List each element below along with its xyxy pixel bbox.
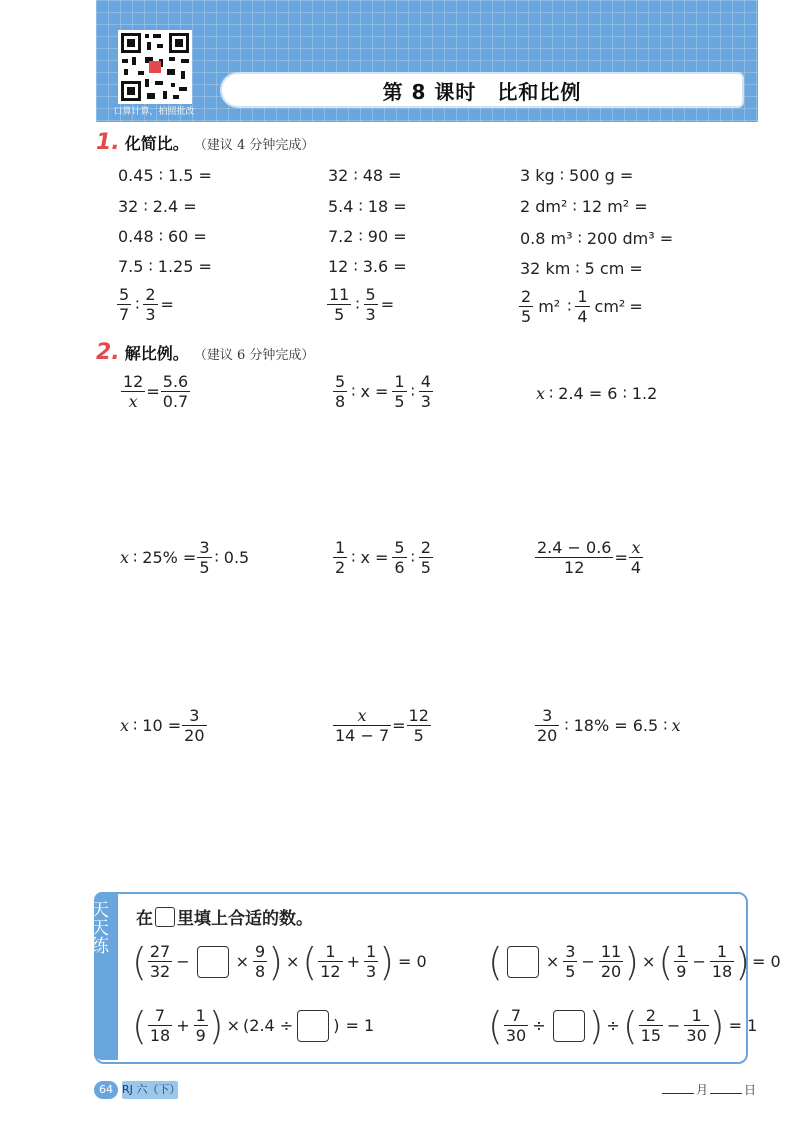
section2-number: 2.: [96, 340, 120, 365]
simplify-item: 2 dm² ∶ 12 m² =: [520, 197, 648, 216]
simplify-item-fraction: $\frac{5}{7}$ ∶ $\frac{2}{3}$ =: [119, 285, 174, 324]
simplify-item: 32 km ∶ 5 cm =: [520, 259, 643, 278]
date-field: 月 日: [660, 1081, 756, 1098]
simplify-item: 0.48 ∶ 60 =: [118, 227, 207, 246]
bonus-instruction: 在 里填上合适的数。: [136, 904, 313, 929]
daily-practice-tab-label: 天天练: [88, 900, 109, 954]
answer-box[interactable]: [507, 946, 539, 978]
fraction: $\frac{5}{7}$: [119, 285, 130, 324]
simplify-item-fraction: $\frac{11}{5}$ ∶ $\frac{5}{3}$ =: [329, 285, 395, 324]
fraction: $\frac{2}{3}$: [145, 285, 156, 324]
simplify-item: 12 ∶ 3.6 =: [328, 257, 407, 276]
fraction: $\frac{1}{4}$: [577, 287, 588, 326]
simplify-item: 32 ∶ 48 =: [328, 166, 402, 185]
bonus-question: ( × $\frac{3}{5}$ − $\frac{11}{20}$ ) × ( $\frac{1}{9}$ − $\frac{1}{18}$ ) = 0: [488, 939, 781, 984]
qr-caption: 口算计算，拍照批改: [113, 107, 195, 117]
fraction: $\frac{11}{5}$: [329, 285, 350, 324]
qr-code[interactable]: [118, 30, 192, 104]
answer-box[interactable]: [553, 1010, 585, 1042]
answer-box[interactable]: [197, 946, 229, 978]
section1-hint: （建议 4 分钟完成）: [193, 138, 315, 153]
section2-heading: [96, 340, 314, 365]
proportion-problem: x ∶ 2.4 = 6 ∶ 1.2: [536, 384, 658, 403]
section1-number: 1.: [96, 130, 120, 155]
bonus-question: ( $\frac{7}{18}$ + $\frac{1}{9}$ ) × (2.4 ÷ ) = 1: [132, 1003, 375, 1048]
proportion-problem: x ∶ 25% = $\frac{3}{5}$ ∶ 0.5: [120, 538, 250, 577]
bonus-question: ( $\frac{27}{32}$ − × $\frac{9}{8}$ ) × ( $\frac{1}{12}$ + $\frac{1}{3}$ ) = 0: [132, 939, 427, 984]
fraction: $\frac{5}{3}$: [365, 285, 376, 324]
book-label: RJ 六（下）: [122, 1081, 178, 1099]
fraction: $\frac{2}{5}$: [521, 287, 532, 326]
proportion-problem: $\frac{1}{2}$ ∶ x = $\frac{5}{6}$ ∶ $\frac{2}{5}$: [335, 538, 431, 577]
proportion-problem: $\frac{5}{8}$ ∶ x = $\frac{1}{5}$ ∶ $\frac{4}{3}$: [335, 372, 431, 411]
proportion-problem: $\frac{12}{x}$ = $\frac{5.6}{0.7}$: [123, 372, 189, 411]
bonus-question: ( $\frac{7}{30}$ ÷ ) ÷ ( $\frac{2}{15}$ − $\frac{1}{30}$ ) = 1: [488, 1003, 758, 1048]
page-number: 64: [94, 1081, 118, 1099]
answer-box-icon: [155, 907, 175, 927]
page-title: 第 8 课时 比和比例: [382, 80, 582, 104]
simplify-item: 7.5 ∶ 1.25 =: [118, 257, 212, 276]
section1-heading: [96, 130, 314, 155]
simplify-item: 3 kg ∶ 500 g =: [520, 166, 634, 185]
simplify-item: 32 ∶ 2.4 =: [118, 197, 197, 216]
simplify-item: 5.4 ∶ 18 =: [328, 197, 407, 216]
proportion-problem: $\frac{2.4 - 0.6}{12}$ = $\frac{x}{4}$: [537, 538, 642, 577]
simplify-item: 0.8 m³ ∶ 200 dm³ =: [520, 229, 674, 248]
simplify-item: 7.2 ∶ 90 =: [328, 227, 407, 246]
answer-box[interactable]: [297, 1010, 329, 1042]
proportion-problem: $\frac{3}{20}$ ∶ 18% = 6.5 ∶ x: [537, 706, 681, 745]
section1-title: 化简比。: [124, 134, 189, 153]
simplify-item: 0.45 ∶ 1.5 =: [118, 166, 212, 185]
proportion-problem: $\frac{x}{14 - 7}$ = $\frac{12}{5}$: [335, 706, 429, 745]
simplify-item-fraction: $\frac{2}{5}$ m² ∶ $\frac{1}{4}$ cm² =: [521, 287, 643, 326]
section2-hint: （建议 6 分钟完成）: [193, 348, 315, 363]
proportion-problem: x ∶ 10 = $\frac{3}{20}$: [120, 706, 205, 745]
section2-title: 解比例。: [124, 344, 189, 363]
